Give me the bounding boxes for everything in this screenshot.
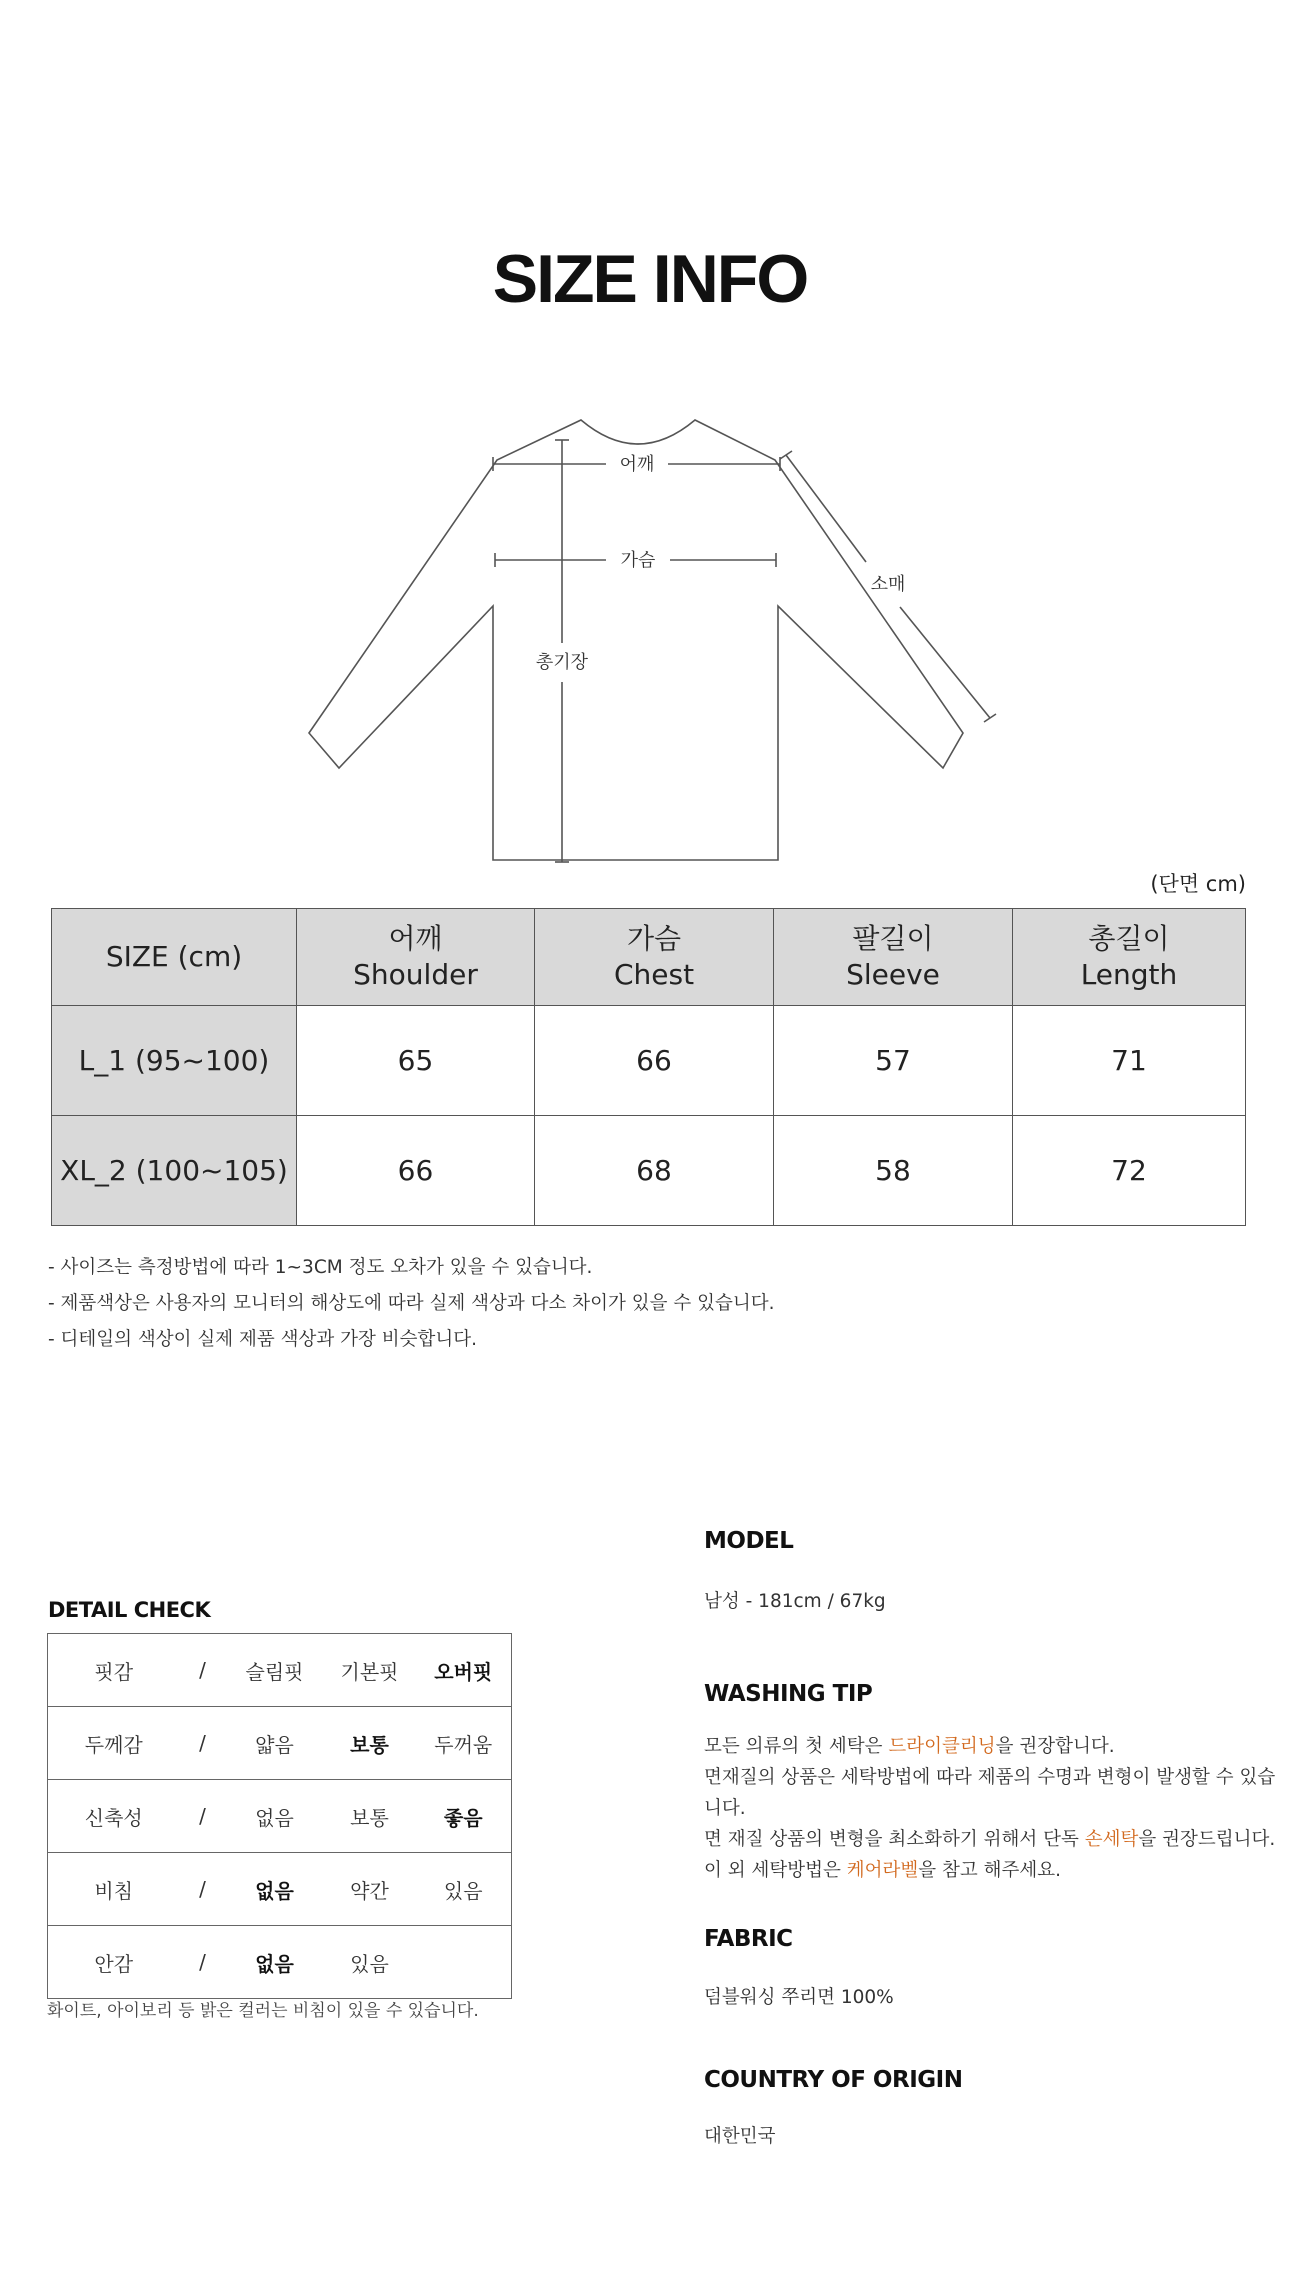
note-item: - 디테일의 색상이 실제 제품 색상과 가장 비슷합니다. xyxy=(48,1329,478,1350)
detail-label: 비침 xyxy=(48,1853,180,1926)
fabric-text: 덤블워싱 쭈리면 100% xyxy=(704,1987,894,2008)
header-en: Length xyxy=(1080,958,1178,991)
sleeve-label: 소매 xyxy=(870,574,906,595)
chest-value: 68 xyxy=(535,1116,774,1226)
detail-check-row xyxy=(48,1926,512,1999)
header-ko: 총길이 xyxy=(1088,922,1170,955)
text: 을 권장합니다. xyxy=(995,1736,1115,1757)
detail-check-title: DETAIL CHECK xyxy=(48,1598,211,1622)
header-size xyxy=(52,909,297,1006)
fabric-title: FABRIC xyxy=(704,1926,793,1952)
detail-option: 기본핏 xyxy=(324,1634,416,1707)
highlight-text: 케어라벨 xyxy=(846,1860,919,1881)
page-title: SIZE INFO xyxy=(492,241,808,317)
separator: / xyxy=(180,1634,226,1707)
washing-text xyxy=(704,1731,1284,1886)
washing-title: WASHING TIP xyxy=(704,1681,873,1707)
detail-option: 보통 xyxy=(324,1707,416,1780)
header-length xyxy=(1013,909,1246,1006)
detail-check-table xyxy=(47,1633,512,1999)
detail-option: 있음 xyxy=(416,1853,512,1926)
shoulder-value: 66 xyxy=(297,1116,535,1226)
header-en: Chest xyxy=(613,958,695,991)
washing-line: 면재질의 상품은 세탁방법에 따라 제품의 수명과 변형이 발생할 수 있습니다. xyxy=(704,1767,1276,1819)
table-row xyxy=(52,1116,1246,1226)
detail-label: 두께감 xyxy=(48,1707,180,1780)
detail-option: 오버핏 xyxy=(416,1634,512,1707)
chest-value: 66 xyxy=(535,1006,774,1116)
detail-option: 없음 xyxy=(226,1780,324,1853)
chest-label: 가슴 xyxy=(620,550,656,571)
detail-check-row xyxy=(48,1634,512,1707)
shoulder-label: 어깨 xyxy=(619,454,655,475)
table-row xyxy=(52,1006,1246,1116)
header-ko: 팔길이 xyxy=(852,922,934,955)
washing-line xyxy=(704,1855,1284,1886)
length-value: 71 xyxy=(1013,1006,1246,1116)
separator: / xyxy=(180,1926,226,1999)
size-label: L_1 (95~100) xyxy=(52,1006,297,1116)
detail-option xyxy=(416,1926,512,1999)
header-sleeve xyxy=(774,909,1013,1006)
model-title: MODEL xyxy=(704,1528,794,1554)
highlight-text: 드라이클리닝 xyxy=(888,1736,996,1757)
header-en: Sleeve xyxy=(846,958,940,991)
product-info xyxy=(704,1528,1284,2152)
measure-lines xyxy=(493,440,996,862)
detail-check-row xyxy=(48,1780,512,1853)
detail-option: 약간 xyxy=(324,1853,416,1926)
detail-label: 신축성 xyxy=(48,1780,180,1853)
size-label: XL_2 (100~105) xyxy=(52,1116,297,1226)
detail-check-row xyxy=(48,1707,512,1780)
sleeve-value: 58 xyxy=(774,1116,1013,1226)
header-size-en: SIZE (cm) xyxy=(105,940,243,973)
separator: / xyxy=(180,1780,226,1853)
header-ko: 가슴 xyxy=(626,922,682,955)
length-value: 72 xyxy=(1013,1116,1246,1226)
text: 모든 의류의 첫 세탁은 xyxy=(704,1736,889,1757)
text: 면 재질 상품의 변형을 최소화하기 위해서 단독 xyxy=(704,1829,1085,1850)
origin-text: 대한민국 xyxy=(704,2126,776,2147)
sleeve-value: 57 xyxy=(774,1006,1013,1116)
unit-note: (단면 cm) xyxy=(1150,872,1246,896)
detail-option: 없음 xyxy=(226,1926,324,1999)
highlight-text: 손세탁 xyxy=(1084,1829,1139,1850)
detail-check-row xyxy=(48,1853,512,1926)
detail-check-note: 화이트, 아이보리 등 밝은 컬러는 비침이 있을 수 있습니다. xyxy=(47,2001,479,2021)
header-chest xyxy=(535,909,774,1006)
washing-line xyxy=(704,1731,1284,1762)
detail-option: 얇음 xyxy=(226,1707,324,1780)
washing-line xyxy=(704,1824,1284,1855)
detail-option: 좋음 xyxy=(416,1780,512,1853)
detail-label: 안감 xyxy=(48,1926,180,1999)
detail-option: 보통 xyxy=(324,1780,416,1853)
text: 이 외 세탁방법은 xyxy=(704,1860,847,1881)
size-table-header xyxy=(52,909,1246,1006)
text: 을 권장드립니다. xyxy=(1138,1829,1276,1850)
length-label: 총기장 xyxy=(535,652,589,673)
detail-option: 두꺼움 xyxy=(416,1707,512,1780)
note-item: - 제품색상은 사용자의 모니터의 해상도에 따라 실제 색상과 다소 차이가 있을 수 있습니다. xyxy=(48,1293,775,1314)
note-item: - 사이즈는 측정방법에 따라 1~3CM 정도 오차가 있을 수 있습니다. xyxy=(48,1257,593,1278)
sweatshirt-outline xyxy=(309,420,963,860)
size-notes xyxy=(48,1250,774,1358)
header-ko: 어깨 xyxy=(388,922,443,955)
separator: / xyxy=(180,1707,226,1780)
header-en: Shoulder xyxy=(353,958,478,991)
garment-diagram xyxy=(0,400,1300,880)
detail-option: 슬림핏 xyxy=(226,1634,324,1707)
separator: / xyxy=(180,1853,226,1926)
text: 을 참고 해주세요. xyxy=(918,1860,1061,1881)
detail-option: 없음 xyxy=(226,1853,324,1926)
shoulder-value: 65 xyxy=(297,1006,535,1116)
detail-option: 있음 xyxy=(324,1926,416,1999)
model-text: 남성 - 181cm / 67kg xyxy=(704,1591,886,1612)
size-table xyxy=(51,908,1246,1226)
origin-title: COUNTRY OF ORIGIN xyxy=(704,2067,963,2093)
detail-label: 핏감 xyxy=(48,1634,180,1707)
header-shoulder xyxy=(297,909,535,1006)
